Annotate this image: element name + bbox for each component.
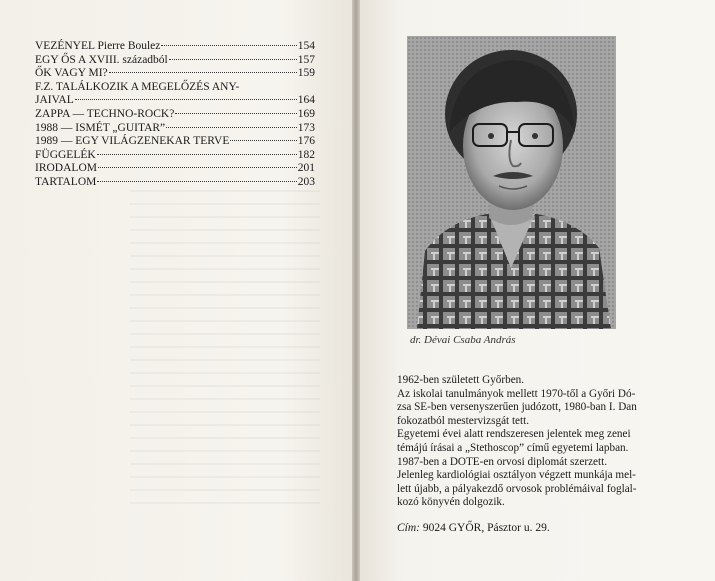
toc-leader-dots bbox=[97, 181, 296, 182]
bio-line: kozó könyvén dolgozik. bbox=[397, 496, 505, 509]
toc-entry bbox=[35, 40, 315, 54]
bio-line: lett újabb, a pályakezdő orvosok problémáival foglal- bbox=[397, 482, 637, 495]
toc-entry-page: 157 bbox=[297, 53, 315, 66]
toc-entry-title: 1988 — ISMÉT „GUITAR” bbox=[35, 121, 166, 134]
author-portrait bbox=[407, 36, 616, 329]
toc-entry bbox=[35, 122, 315, 136]
show-through-texture bbox=[130, 190, 320, 510]
bio-line: 1962-ben született Győrben. bbox=[397, 374, 525, 386]
toc-entry-page: 203 bbox=[297, 175, 315, 188]
author-address bbox=[397, 522, 550, 534]
bio-line: Jelenleg kardiológiai osztályon végzett munkája mel- bbox=[397, 469, 636, 482]
toc-leader-dots bbox=[230, 140, 296, 141]
author-biography bbox=[397, 374, 667, 510]
toc-leader-dots bbox=[97, 154, 297, 155]
address-label: Cím: bbox=[397, 522, 420, 534]
toc-entry bbox=[35, 176, 315, 190]
toc-entry bbox=[35, 54, 315, 68]
toc-entry-title: IRODALOM bbox=[35, 162, 97, 175]
toc-entry bbox=[35, 162, 315, 176]
toc-entry bbox=[35, 135, 315, 149]
bio-line: Egyetemi évei alatt rendszeresen jelentek meg zenei bbox=[397, 428, 631, 441]
book-gutter bbox=[352, 0, 360, 581]
bio-line: Az iskolai tanulmányok mellett 1970-től a Győri Dó- bbox=[397, 387, 636, 400]
toc-entry bbox=[35, 67, 315, 81]
bio-line: 1987-ben a DOTE-en orvosi diplomát szerzett. bbox=[397, 455, 608, 468]
toc-entry-title: ZAPPA — TECHNO-ROCK? bbox=[35, 107, 175, 120]
toc-leader-dots bbox=[169, 59, 297, 60]
toc-entry-page: 182 bbox=[297, 148, 315, 161]
toc-entry-page: 164 bbox=[297, 94, 315, 107]
left-page bbox=[0, 0, 352, 581]
toc-entry-title: EGY ŐS A XVIII. századból bbox=[35, 53, 168, 66]
bio-line: témájú írásai a „Stethoscop” című egyetemi lapban. bbox=[397, 441, 629, 454]
toc-entry-title: F.Z. TALÁLKOZIK A MEGELŐZÉS ANY- bbox=[35, 80, 240, 93]
toc-leader-dots bbox=[109, 72, 297, 73]
toc-entry-page: 201 bbox=[297, 162, 315, 175]
toc-entry-continued bbox=[35, 94, 315, 108]
toc-leader-dots bbox=[161, 45, 296, 46]
toc-entry-title: JAIVAL bbox=[35, 94, 74, 107]
table-of-contents bbox=[35, 40, 315, 190]
toc-entry-page: 169 bbox=[297, 107, 315, 120]
toc-entry-page: 173 bbox=[297, 121, 315, 134]
toc-entry bbox=[35, 108, 315, 122]
portrait-caption: dr. Dévai Csaba András bbox=[410, 334, 516, 346]
toc-entry-title: 1989 — EGY VILÁGZENEKAR TERVE bbox=[35, 135, 230, 148]
toc-leader-dots bbox=[175, 113, 296, 114]
toc-entry-page: 154 bbox=[297, 40, 315, 52]
toc-entry-page: 176 bbox=[297, 135, 315, 148]
toc-entry-title: ŐK VAGY MI? bbox=[35, 67, 108, 80]
toc-entry-title: VEZÉNYEL Pierre Boulez bbox=[35, 40, 161, 52]
toc-leader-dots bbox=[166, 127, 297, 128]
portrait-image bbox=[407, 36, 616, 329]
toc-leader-dots bbox=[75, 99, 297, 100]
address-value: 9024 GYŐR, Pásztor u. 29. bbox=[422, 522, 550, 534]
toc-entry bbox=[35, 81, 315, 95]
toc-entry-title: TARTALOM bbox=[35, 175, 97, 188]
bio-line: fokozatból mestervizsgát tett. bbox=[397, 414, 530, 427]
toc-entry-title: FÜGGELÉK bbox=[35, 148, 96, 161]
toc-entry bbox=[35, 149, 315, 163]
toc-entry-page: 159 bbox=[297, 67, 315, 80]
bio-line: zsa SE-ben versenyszerűen judózott, 1980-ban I. Dan bbox=[397, 401, 637, 414]
toc-leader-dots bbox=[98, 167, 297, 168]
